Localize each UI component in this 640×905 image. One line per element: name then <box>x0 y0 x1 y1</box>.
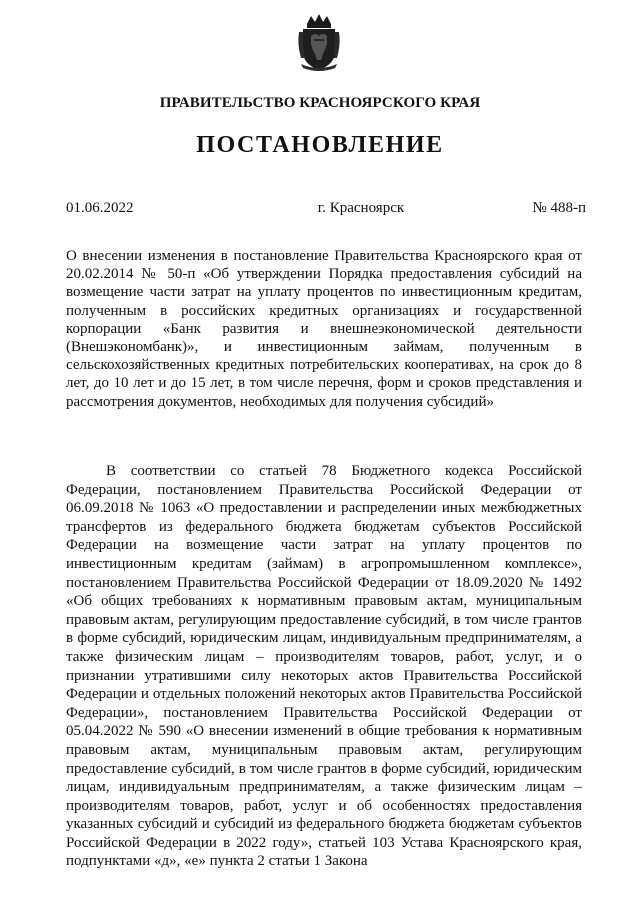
document-date: 01.06.2022 <box>66 200 134 216</box>
document-type-title: ПОСТАНОВЛЕНИЕ <box>196 132 444 158</box>
document-number: № 488-п <box>532 200 586 216</box>
document-meta-row <box>66 200 586 217</box>
document-city: г. Красноярск <box>317 200 405 216</box>
krasnoyarsk-coat-of-arms-icon <box>297 14 341 72</box>
document-subject: О внесении изменения в постановление Правительства Красноярского края от 20.02.2014 № 50-п «Об утверждении Порядка предоставления субсидий на возмещение части затрат на уплату процентов по инвестиционным кредитам, полученным в российских кредитных организациях и государственной корпорации «Банк развития и внешнеэкономической деятельности (Внешэкономбанк)», и инвестиционным займам, полученным в сельскохозяйственных кредитных потребительских кооперативах, на срок до 8 лет, до 10 лет и до 15 лет, в том числе перечня, форм и сроков представления и рассмотрения документов, необходимых для получения субсидий» <box>66 248 582 410</box>
document-body-paragraph: В соответствии со статьей 78 Бюджетного кодекса Российской Федерации, постановлением Правительства Российской Федерации от 06.09.2018 № 1063 «О предоставлении и распределении иных межбюджетных трансфертов из федерального бюджета бюджетам субъектов Российской Федерации на возмещение части затрат на уплату процентов по инвестиционным кредитам (займам) в агропромышленном комплексе», постановлением Правительства Российской Федерации от 18.09.2020 № 1492 «Об общих требованиях к нормативным правовым актам, муниципальным правовым актам, регулирующим предоставление субсидий, в том числе грантов в форме субсидий, юридическим лицам, индивидуальным предпринимателям, а также физическим лицам – производителям товаров, работ, услуг, и о признании утратившими силу некоторых актов Правительства Российской Федерации и отдельных положений некоторых актов Правительства Российской Федерации», постановлением Правительства Российской Федерации от 05.04.2022 № 590 «О внесении изменений в общие требования к нормативным правовым актам, муниципальным правовым актам, регулирующим предоставление субсидий, в том числе грантов в форме субсидий, юридическим лицам, индивидуальным предпринимателям, а также физическим лицам – производителям товаров, работ, услуг и об особенностях предоставления указанных субсидий и субсидий из федерального бюджета бюджетам субъектов Российской Федерации в 2022 году», статьей 103 Устава Красноярского края, подпунктами «д», «е» пункта 2 статьи 1 Закона <box>66 463 582 870</box>
government-title: ПРАВИТЕЛЬСТВО КРАСНОЯРСКОГО КРАЯ <box>159 95 481 111</box>
